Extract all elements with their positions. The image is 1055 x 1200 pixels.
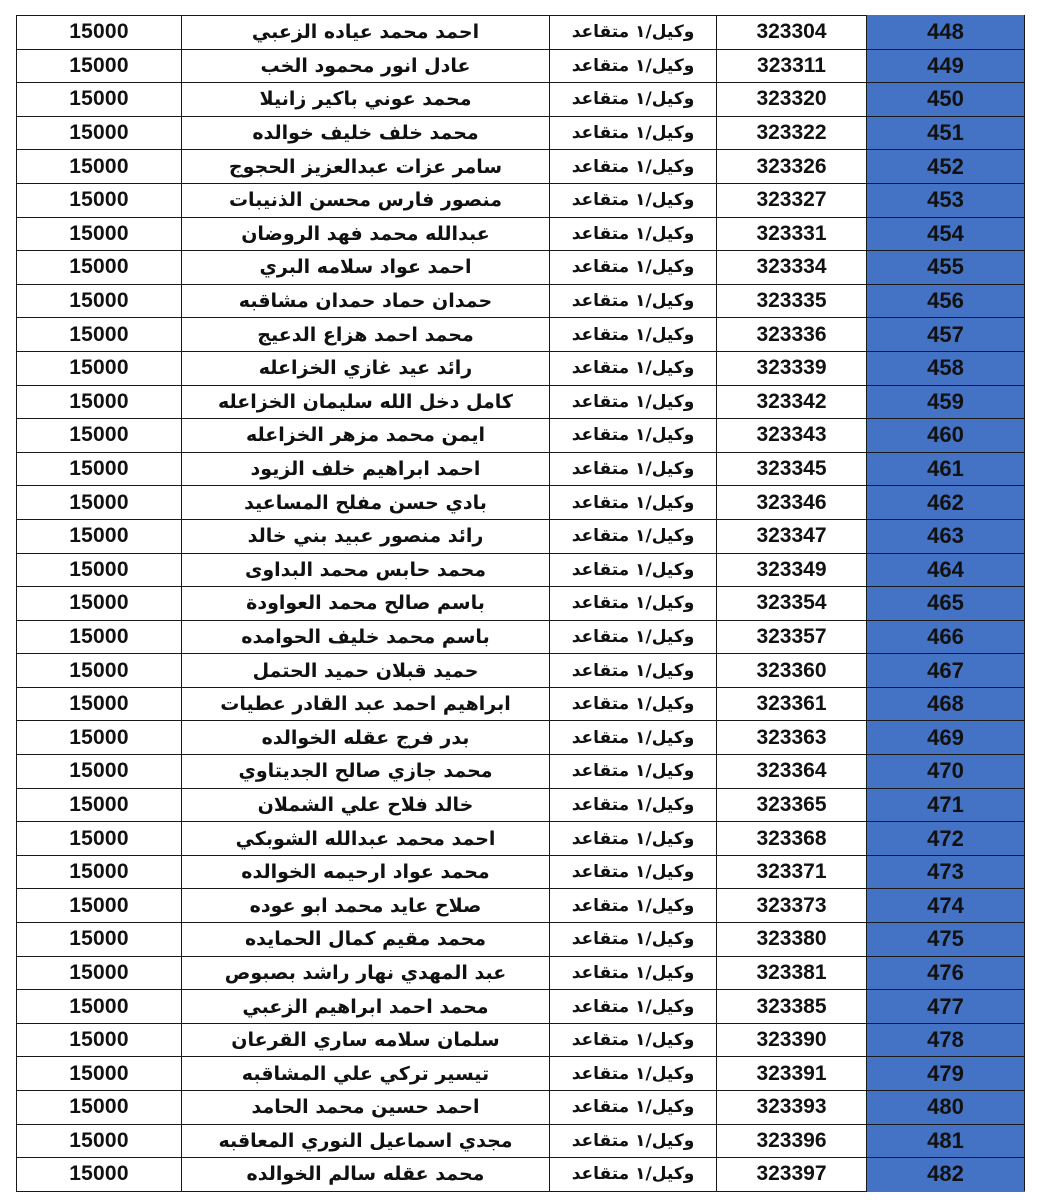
table-row xyxy=(17,855,1025,889)
sequence-number-cell: 458 xyxy=(867,351,1025,385)
amount-cell: 15000 xyxy=(17,486,182,520)
id-number-cell: 323331 xyxy=(717,217,867,251)
name-cell: احمد محمد عياده الزعبي xyxy=(182,16,550,50)
amount-cell: 15000 xyxy=(17,519,182,553)
rank-cell: وكيل/١ متقاعد xyxy=(550,385,717,419)
sequence-number-cell: 455 xyxy=(867,251,1025,285)
id-number-cell: 323342 xyxy=(717,385,867,419)
table-row xyxy=(17,419,1025,453)
id-number-cell: 323360 xyxy=(717,654,867,688)
amount-cell: 15000 xyxy=(17,687,182,721)
name-cell: احمد محمد عبدالله الشوبكي xyxy=(182,822,550,856)
amount-cell: 15000 xyxy=(17,150,182,184)
amount-cell: 15000 xyxy=(17,351,182,385)
roster-sheet xyxy=(16,15,1024,1192)
rank-cell: وكيل/١ متقاعد xyxy=(550,183,717,217)
rank-cell: وكيل/١ متقاعد xyxy=(550,788,717,822)
amount-cell: 15000 xyxy=(17,83,182,117)
sequence-number-cell: 448 xyxy=(867,16,1025,50)
name-cell: محمد جازي صالح الجديتاوي xyxy=(182,755,550,789)
rank-cell: وكيل/١ متقاعد xyxy=(550,486,717,520)
rank-cell: وكيل/١ متقاعد xyxy=(550,1091,717,1125)
id-number-cell: 323347 xyxy=(717,519,867,553)
table-row xyxy=(17,150,1025,184)
amount-cell: 15000 xyxy=(17,1057,182,1091)
sequence-number-cell: 475 xyxy=(867,923,1025,957)
sequence-number-cell: 465 xyxy=(867,587,1025,621)
id-number-cell: 323371 xyxy=(717,855,867,889)
table-row xyxy=(17,486,1025,520)
rank-cell: وكيل/١ متقاعد xyxy=(550,217,717,251)
id-number-cell: 323327 xyxy=(717,183,867,217)
sequence-number-cell: 456 xyxy=(867,284,1025,318)
sequence-number-cell: 468 xyxy=(867,687,1025,721)
rank-cell: وكيل/١ متقاعد xyxy=(550,251,717,285)
table-row xyxy=(17,351,1025,385)
id-number-cell: 323326 xyxy=(717,150,867,184)
sequence-number-cell: 469 xyxy=(867,721,1025,755)
sequence-number-cell: 472 xyxy=(867,822,1025,856)
name-cell: سلمان سلامه ساري القرعان xyxy=(182,1023,550,1057)
id-number-cell: 323363 xyxy=(717,721,867,755)
table-row xyxy=(17,284,1025,318)
name-cell: ابراهيم احمد عبد القادر عطيات xyxy=(182,687,550,721)
name-cell: احمد ابراهيم خلف الزيود xyxy=(182,452,550,486)
table-row xyxy=(17,956,1025,990)
name-cell: محمد عقله سالم الخوالده xyxy=(182,1158,550,1192)
sequence-number-cell: 451 xyxy=(867,116,1025,150)
roster-table xyxy=(16,15,1025,1192)
id-number-cell: 323311 xyxy=(717,49,867,83)
id-number-cell: 323322 xyxy=(717,116,867,150)
amount-cell: 15000 xyxy=(17,889,182,923)
id-number-cell: 323373 xyxy=(717,889,867,923)
amount-cell: 15000 xyxy=(17,116,182,150)
amount-cell: 15000 xyxy=(17,318,182,352)
name-cell: محمد احمد هزاع الدعيج xyxy=(182,318,550,352)
sequence-number-cell: 479 xyxy=(867,1057,1025,1091)
sequence-number-cell: 474 xyxy=(867,889,1025,923)
amount-cell: 15000 xyxy=(17,755,182,789)
id-number-cell: 323345 xyxy=(717,452,867,486)
sequence-number-cell: 454 xyxy=(867,217,1025,251)
amount-cell: 15000 xyxy=(17,217,182,251)
name-cell: ايمن محمد مزهر الخزاعله xyxy=(182,419,550,453)
name-cell: رائد عيد غازي الخزاعله xyxy=(182,351,550,385)
name-cell: عبدالله محمد فهد الروضان xyxy=(182,217,550,251)
name-cell: كامل دخل الله سليمان الخزاعله xyxy=(182,385,550,419)
id-number-cell: 323364 xyxy=(717,755,867,789)
name-cell: محمد خلف خليف خوالده xyxy=(182,116,550,150)
name-cell: رائد منصور عبيد بني خالد xyxy=(182,519,550,553)
id-number-cell: 323354 xyxy=(717,587,867,621)
sequence-number-cell: 481 xyxy=(867,1124,1025,1158)
name-cell: احمد عواد سلامه البري xyxy=(182,251,550,285)
rank-cell: وكيل/١ متقاعد xyxy=(550,553,717,587)
name-cell: باسم محمد خليف الحوامده xyxy=(182,620,550,654)
rank-cell: وكيل/١ متقاعد xyxy=(550,755,717,789)
name-cell: محمد مقيم كمال الحمايده xyxy=(182,923,550,957)
id-number-cell: 323336 xyxy=(717,318,867,352)
id-number-cell: 323390 xyxy=(717,1023,867,1057)
sequence-number-cell: 480 xyxy=(867,1091,1025,1125)
amount-cell: 15000 xyxy=(17,284,182,318)
rank-cell: وكيل/١ متقاعد xyxy=(550,956,717,990)
table-row xyxy=(17,1023,1025,1057)
sequence-number-cell: 470 xyxy=(867,755,1025,789)
rank-cell: وكيل/١ متقاعد xyxy=(550,49,717,83)
amount-cell: 15000 xyxy=(17,1091,182,1125)
table-row xyxy=(17,788,1025,822)
sequence-number-cell: 460 xyxy=(867,419,1025,453)
table-row xyxy=(17,923,1025,957)
sequence-number-cell: 476 xyxy=(867,956,1025,990)
table-row xyxy=(17,251,1025,285)
amount-cell: 15000 xyxy=(17,587,182,621)
rank-cell: وكيل/١ متقاعد xyxy=(550,654,717,688)
table-row xyxy=(17,587,1025,621)
table-row xyxy=(17,553,1025,587)
sequence-number-cell: 478 xyxy=(867,1023,1025,1057)
amount-cell: 15000 xyxy=(17,16,182,50)
rank-cell: وكيل/١ متقاعد xyxy=(550,452,717,486)
rank-cell: وكيل/١ متقاعد xyxy=(550,855,717,889)
name-cell: عادل انور محمود الخب xyxy=(182,49,550,83)
table-row xyxy=(17,83,1025,117)
table-row xyxy=(17,452,1025,486)
id-number-cell: 323335 xyxy=(717,284,867,318)
name-cell: بدر فرج عقله الخوالده xyxy=(182,721,550,755)
table-row xyxy=(17,1124,1025,1158)
sequence-number-cell: 461 xyxy=(867,452,1025,486)
sequence-number-cell: 463 xyxy=(867,519,1025,553)
rank-cell: وكيل/١ متقاعد xyxy=(550,1158,717,1192)
table-row xyxy=(17,519,1025,553)
amount-cell: 15000 xyxy=(17,553,182,587)
table-row xyxy=(17,1057,1025,1091)
name-cell: خالد فلاح علي الشملان xyxy=(182,788,550,822)
amount-cell: 15000 xyxy=(17,1023,182,1057)
rank-cell: وكيل/١ متقاعد xyxy=(550,1057,717,1091)
id-number-cell: 323393 xyxy=(717,1091,867,1125)
amount-cell: 15000 xyxy=(17,855,182,889)
rank-cell: وكيل/١ متقاعد xyxy=(550,620,717,654)
sequence-number-cell: 452 xyxy=(867,150,1025,184)
rank-cell: وكيل/١ متقاعد xyxy=(550,351,717,385)
amount-cell: 15000 xyxy=(17,923,182,957)
rank-cell: وكيل/١ متقاعد xyxy=(550,923,717,957)
sequence-number-cell: 477 xyxy=(867,990,1025,1024)
amount-cell: 15000 xyxy=(17,183,182,217)
sequence-number-cell: 462 xyxy=(867,486,1025,520)
amount-cell: 15000 xyxy=(17,721,182,755)
rank-cell: وكيل/١ متقاعد xyxy=(550,990,717,1024)
id-number-cell: 323357 xyxy=(717,620,867,654)
rank-cell: وكيل/١ متقاعد xyxy=(550,116,717,150)
sequence-number-cell: 473 xyxy=(867,855,1025,889)
rank-cell: وكيل/١ متقاعد xyxy=(550,150,717,184)
rank-cell: وكيل/١ متقاعد xyxy=(550,16,717,50)
amount-cell: 15000 xyxy=(17,956,182,990)
amount-cell: 15000 xyxy=(17,1124,182,1158)
table-row xyxy=(17,990,1025,1024)
sequence-number-cell: 466 xyxy=(867,620,1025,654)
table-row xyxy=(17,183,1025,217)
rank-cell: وكيل/١ متقاعد xyxy=(550,822,717,856)
amount-cell: 15000 xyxy=(17,620,182,654)
id-number-cell: 323349 xyxy=(717,553,867,587)
rank-cell: وكيل/١ متقاعد xyxy=(550,721,717,755)
name-cell: حميد قبلان حميد الحتمل xyxy=(182,654,550,688)
id-number-cell: 323397 xyxy=(717,1158,867,1192)
sequence-number-cell: 453 xyxy=(867,183,1025,217)
id-number-cell: 323334 xyxy=(717,251,867,285)
amount-cell: 15000 xyxy=(17,822,182,856)
rank-cell: وكيل/١ متقاعد xyxy=(550,284,717,318)
sequence-number-cell: 482 xyxy=(867,1158,1025,1192)
id-number-cell: 323320 xyxy=(717,83,867,117)
id-number-cell: 323346 xyxy=(717,486,867,520)
name-cell: احمد حسين محمد الحامد xyxy=(182,1091,550,1125)
amount-cell: 15000 xyxy=(17,251,182,285)
id-number-cell: 323304 xyxy=(717,16,867,50)
sequence-number-cell: 457 xyxy=(867,318,1025,352)
rank-cell: وكيل/١ متقاعد xyxy=(550,1023,717,1057)
amount-cell: 15000 xyxy=(17,654,182,688)
table-row xyxy=(17,1158,1025,1192)
name-cell: حمدان حماد حمدان مشاقبه xyxy=(182,284,550,318)
id-number-cell: 323396 xyxy=(717,1124,867,1158)
sequence-number-cell: 450 xyxy=(867,83,1025,117)
amount-cell: 15000 xyxy=(17,990,182,1024)
name-cell: محمد عوني باكير زانيلا xyxy=(182,83,550,117)
sequence-number-cell: 467 xyxy=(867,654,1025,688)
table-row xyxy=(17,385,1025,419)
id-number-cell: 323339 xyxy=(717,351,867,385)
amount-cell: 15000 xyxy=(17,385,182,419)
rank-cell: وكيل/١ متقاعد xyxy=(550,587,717,621)
table-row xyxy=(17,822,1025,856)
name-cell: تيسير تركي علي المشاقبه xyxy=(182,1057,550,1091)
table-row xyxy=(17,721,1025,755)
amount-cell: 15000 xyxy=(17,1158,182,1192)
amount-cell: 15000 xyxy=(17,419,182,453)
name-cell: محمد عواد ارحيمه الخوالده xyxy=(182,855,550,889)
amount-cell: 15000 xyxy=(17,49,182,83)
table-row xyxy=(17,654,1025,688)
rank-cell: وكيل/١ متقاعد xyxy=(550,1124,717,1158)
name-cell: محمد حابس محمد البداوى xyxy=(182,553,550,587)
table-row xyxy=(17,1091,1025,1125)
rank-cell: وكيل/١ متقاعد xyxy=(550,687,717,721)
table-row xyxy=(17,755,1025,789)
id-number-cell: 323361 xyxy=(717,687,867,721)
id-number-cell: 323385 xyxy=(717,990,867,1024)
amount-cell: 15000 xyxy=(17,788,182,822)
name-cell: محمد احمد ابراهيم الزعبي xyxy=(182,990,550,1024)
table-row xyxy=(17,318,1025,352)
rank-cell: وكيل/١ متقاعد xyxy=(550,83,717,117)
name-cell: مجدي اسماعيل النوري المعاقبه xyxy=(182,1124,550,1158)
sequence-number-cell: 449 xyxy=(867,49,1025,83)
id-number-cell: 323380 xyxy=(717,923,867,957)
table-row xyxy=(17,889,1025,923)
table-row xyxy=(17,687,1025,721)
rank-cell: وكيل/١ متقاعد xyxy=(550,889,717,923)
sequence-number-cell: 459 xyxy=(867,385,1025,419)
rank-cell: وكيل/١ متقاعد xyxy=(550,519,717,553)
id-number-cell: 323343 xyxy=(717,419,867,453)
amount-cell: 15000 xyxy=(17,452,182,486)
name-cell: منصور فارس محسن الذنيبات xyxy=(182,183,550,217)
table-row xyxy=(17,116,1025,150)
name-cell: سامر عزات عبدالعزيز الحجوج xyxy=(182,150,550,184)
table-row xyxy=(17,16,1025,50)
roster-table-body xyxy=(17,16,1025,1192)
sequence-number-cell: 464 xyxy=(867,553,1025,587)
table-row xyxy=(17,49,1025,83)
id-number-cell: 323368 xyxy=(717,822,867,856)
table-row xyxy=(17,217,1025,251)
id-number-cell: 323391 xyxy=(717,1057,867,1091)
name-cell: عبد المهدي نهار راشد بصبوص xyxy=(182,956,550,990)
rank-cell: وكيل/١ متقاعد xyxy=(550,419,717,453)
sequence-number-cell: 471 xyxy=(867,788,1025,822)
name-cell: باسم صالح محمد العواودة xyxy=(182,587,550,621)
id-number-cell: 323365 xyxy=(717,788,867,822)
table-row xyxy=(17,620,1025,654)
id-number-cell: 323381 xyxy=(717,956,867,990)
rank-cell: وكيل/١ متقاعد xyxy=(550,318,717,352)
name-cell: صلاح عايد محمد ابو عوده xyxy=(182,889,550,923)
name-cell: بادي حسن مفلح المساعيد xyxy=(182,486,550,520)
